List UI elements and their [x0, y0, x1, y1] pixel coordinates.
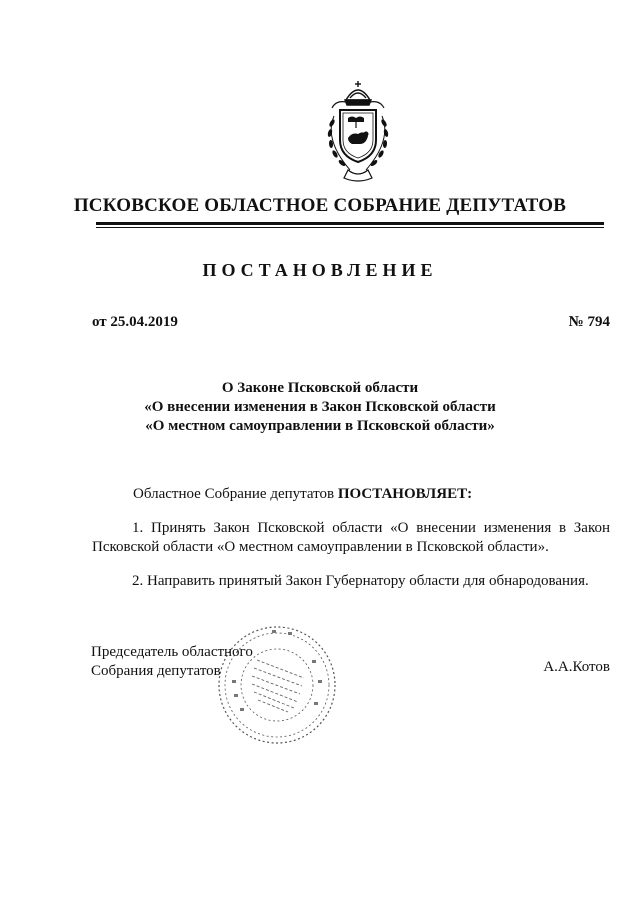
- document-number: № 794: [568, 314, 610, 330]
- document-subject: [0, 379, 640, 436]
- header-rule-thin: [96, 227, 604, 228]
- signatory-position-line: Председатель областного: [91, 644, 253, 660]
- header-rule-thick: [96, 222, 604, 225]
- subject-line: «О внесении изменения в Закон Псковской области: [144, 399, 496, 415]
- organization-title: ПСКОВСКОЕ ОБЛАСТНОЕ СОБРАНИЕ ДЕПУТАТОВ: [73, 195, 567, 216]
- signatory-position-line: Собрания депутатов: [91, 663, 221, 679]
- resolution-item-2: 2. Направить принятый Закон Губернатору области для обнародования.: [132, 573, 589, 589]
- pskov-coat-of-arms-icon: [312, 78, 404, 190]
- official-round-stamp-icon: [212, 620, 342, 750]
- resolution-item-1: 1. Принять Закон Псковской области «О внесении изменения в Закон Псковской области «О местном самоуправлении в Псковской области».: [92, 520, 610, 555]
- document-type: ПОСТАНОВЛЕНИЕ: [202, 260, 438, 280]
- resolution-intro: [133, 485, 472, 504]
- subject-line: «О местном самоуправлении в Псковской области»: [145, 418, 495, 434]
- signatory-name: А.А.Котов: [543, 659, 610, 675]
- signatory-position: [91, 643, 253, 681]
- intro-keyword: ПОСТАНОВЛЯЕТ:: [337, 486, 473, 502]
- intro-prefix: Областное Собрание депутатов: [133, 486, 335, 502]
- subject-line: О Законе Псковской области: [221, 380, 419, 396]
- document-date: от 25.04.2019: [92, 314, 178, 330]
